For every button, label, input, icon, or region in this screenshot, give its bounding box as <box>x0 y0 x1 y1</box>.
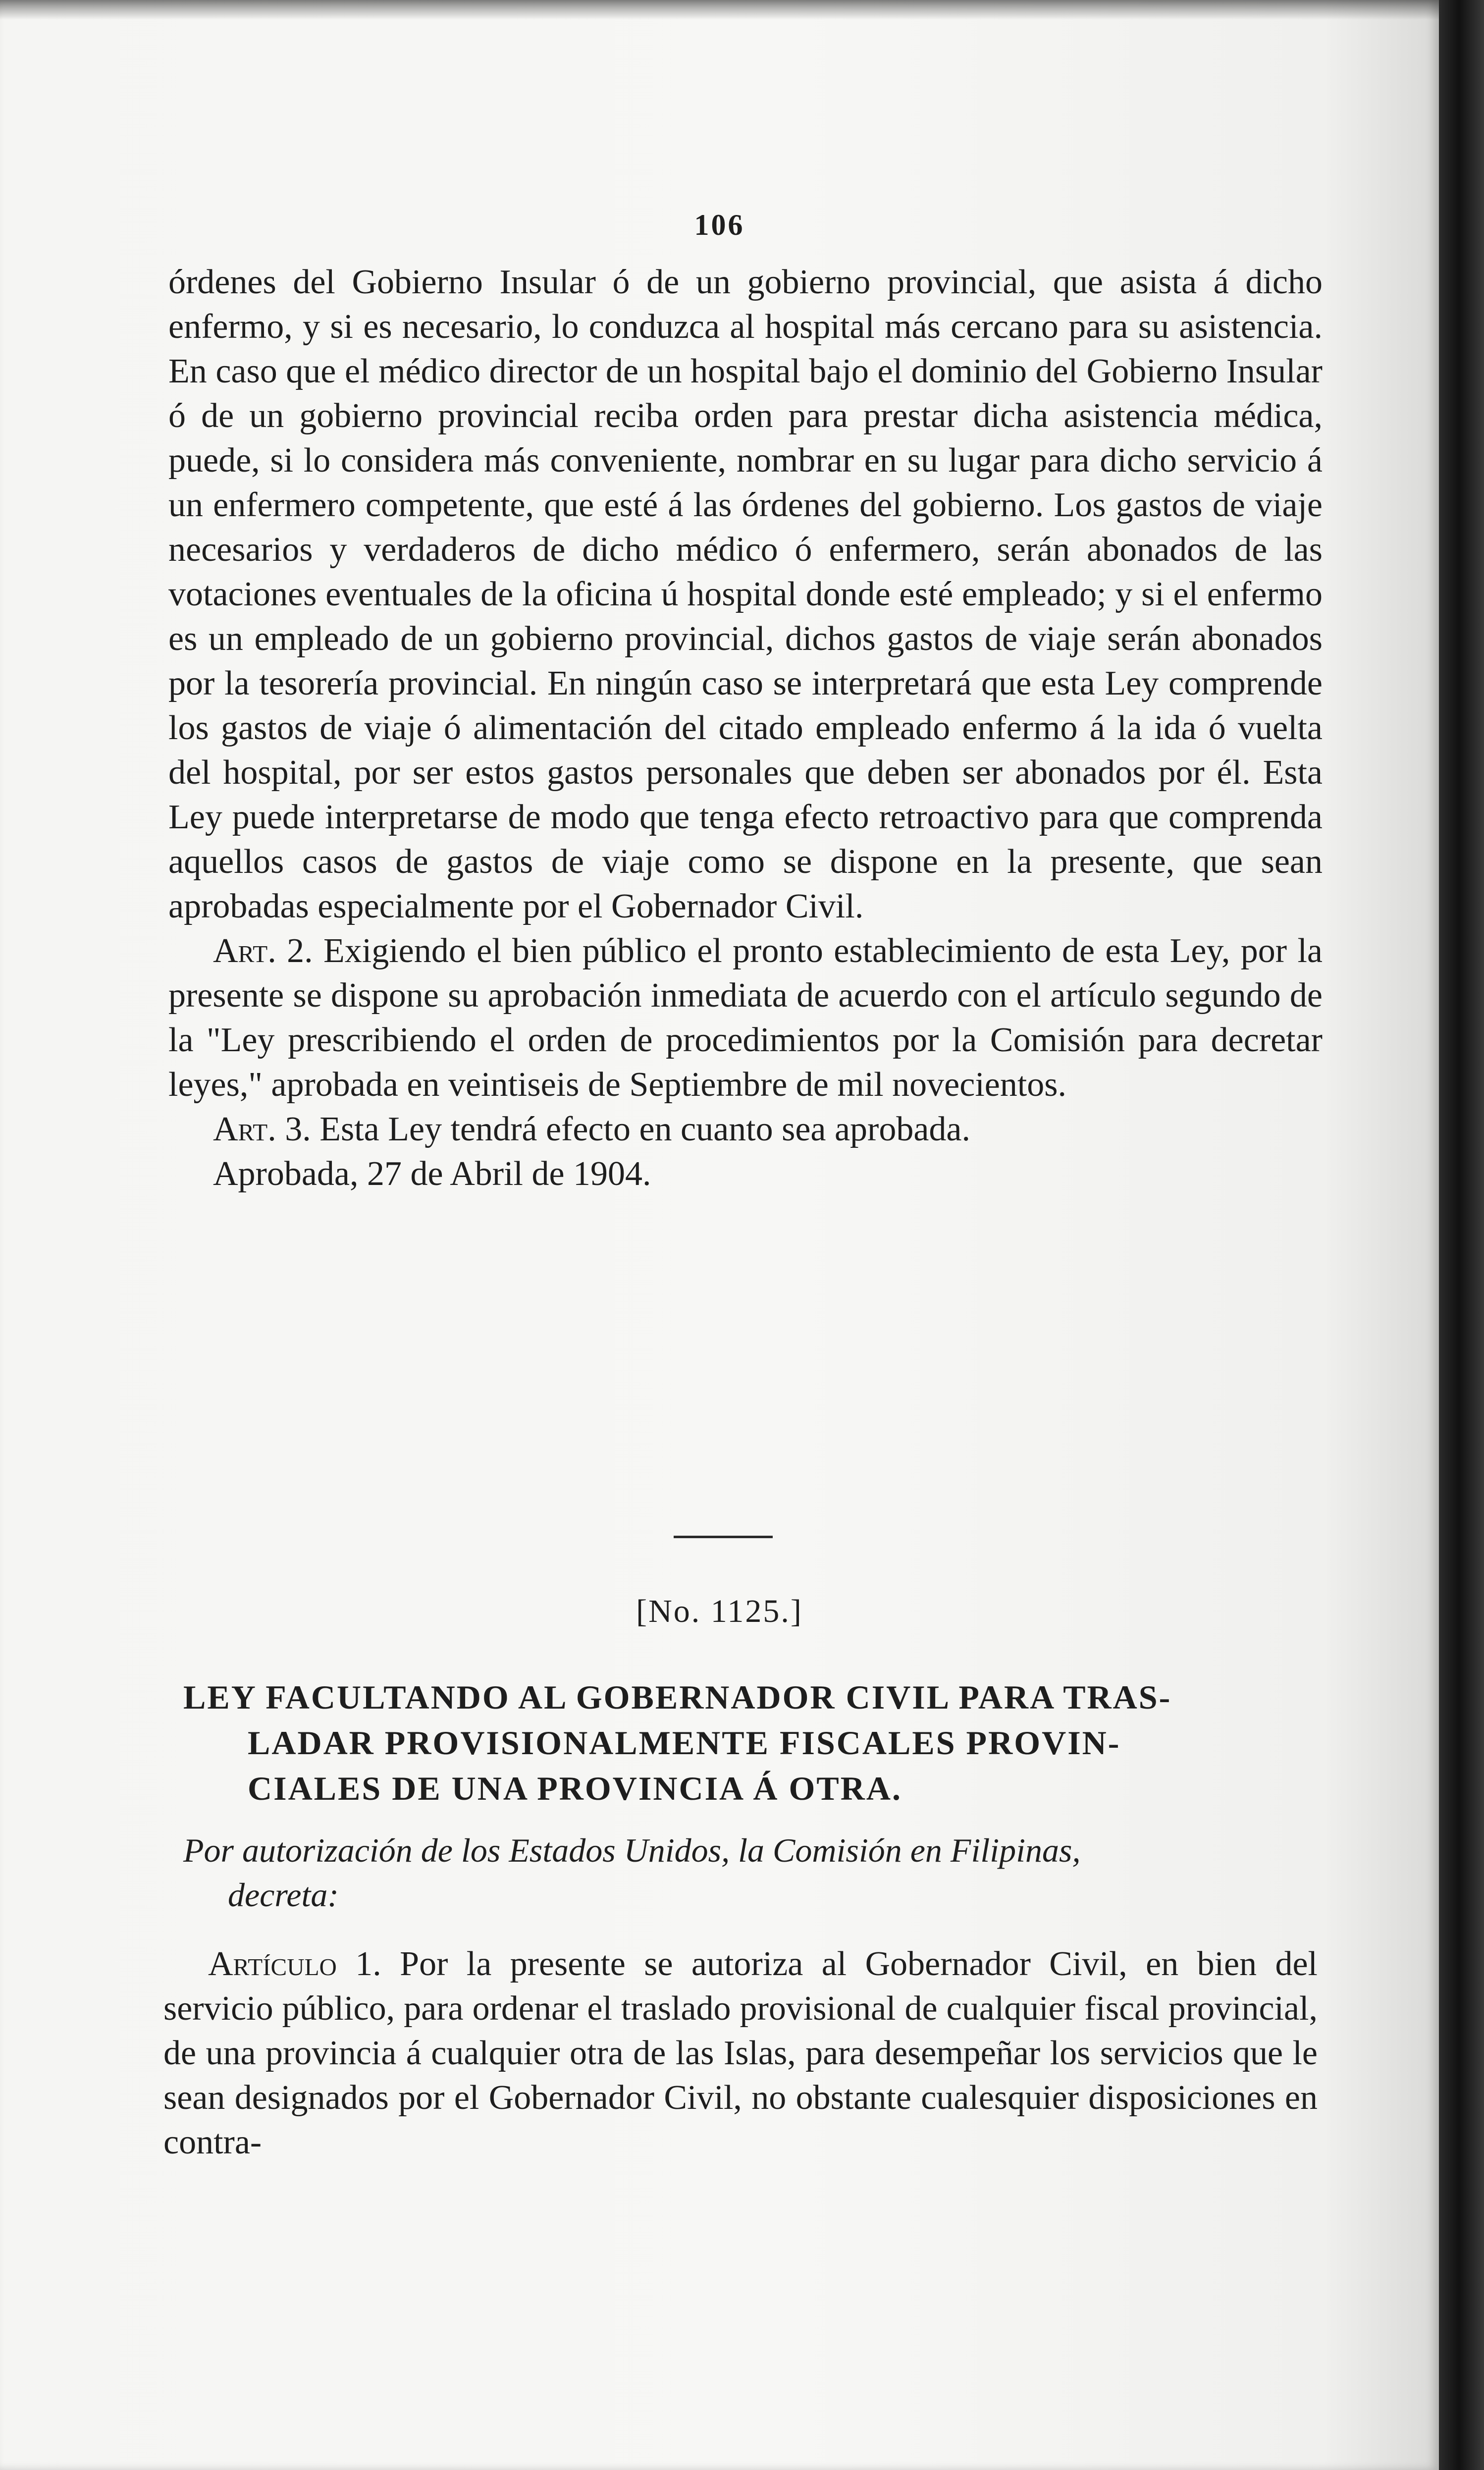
article-1-block <box>163 1942 1318 2165</box>
article-2-text: Exigiendo el bien público el pronto establecimiento de esta Ley, por la presente se dispone su aprobación inmediata de acuerdo con el artículo segundo de la "Ley prescribiendo el orden de procedimientos por la Comisión para decretar leyes," aprobada en veintiseis de Septiembre de mil novecientos. <box>168 932 1323 1104</box>
article-2-label: Art. 2. <box>213 932 313 970</box>
article-3-text: Esta Ley tendrá efecto en cuanto sea aprobada. <box>319 1110 970 1148</box>
enacting-clause-line: Por autorización de los Estados Unidos, la Comisión en Filipinas, <box>183 1831 1081 1869</box>
act-number: [No. 1125.] <box>636 1593 803 1629</box>
enacting-clause <box>183 1828 1332 1917</box>
act-title <box>183 1674 1337 1811</box>
article-3-label: Art. 3. <box>213 1110 311 1148</box>
book-spine-edge <box>1439 0 1484 2470</box>
article-1-text: Por la presente se autoriza al Gobernador Civil, en bien del servicio público, para ordenar el traslado provisional de cualquier fiscal provincial, de una provincia á cualquier otra de las Islas, para desempeñar los servicios que le sean designados por el Gobernador Civil, no obstante cualesquier disposiciones en contra- <box>163 1945 1318 2161</box>
page-top-shadow <box>0 0 1439 20</box>
article-3-paragraph <box>168 1107 1323 1152</box>
page-number: 106 <box>694 209 745 241</box>
continued-paragraph: órdenes del Gobierno Insular ó de un gobierno provincial, que asista á dicho enfermo, y si es necesario, lo conduzca al hospital más cercano para su asistencia. En caso que el médico director de un hospital bajo el dominio del Gobierno Insular ó de un gobierno provincial reciba orden para prestar dicha asistencia médica, puede, si lo considera más conveniente, nombrar en su lugar para dicho servicio á un enfermero competente, que esté á las órdenes del gobierno. Los gastos de viaje necesarios y verdaderos de dicho médico ó enfermero, serán abonados de las votaciones eventuales de la oficina ú hospital donde esté empleado; y si el enfermo es un empleado de un gobierno provincial, dichos gastos de viaje serán abonados por la tesorería provincial. En ningún caso se interpretará que esta Ley comprende los gastos de viaje ó alimentación del citado empleado enfermo á la ida ó vuelta del hospital, por ser estos gastos personales que deben ser abonados por él. Esta Ley puede interpretarse de modo que tenga efecto retroactivo para que comprenda aquellos casos de gastos de viaje como se dispone en la presente, que sean aprobadas especialmente por el Gobernador Civil. <box>168 263 1323 925</box>
article-1-paragraph <box>163 1942 1318 2165</box>
approval-date: Aprobada, 27 de Abril de 1904. <box>213 1155 651 1193</box>
continued-text-block <box>168 260 1323 1196</box>
section-divider <box>674 1536 773 1538</box>
article-1-label: Artículo 1. <box>208 1945 381 1983</box>
act-title-line: CIALES DE UNA PROVINCIA Á OTRA. <box>248 1770 902 1807</box>
enacting-clause-line: decreta: <box>228 1876 339 1914</box>
act-title-line: LEY FACULTANDO AL GOBERNADOR CIVIL PARA TRAS- <box>183 1678 1172 1716</box>
article-2-paragraph <box>168 929 1323 1107</box>
act-title-line: LADAR PROVISIONALMENTE FISCALES PROVIN- <box>248 1724 1121 1762</box>
